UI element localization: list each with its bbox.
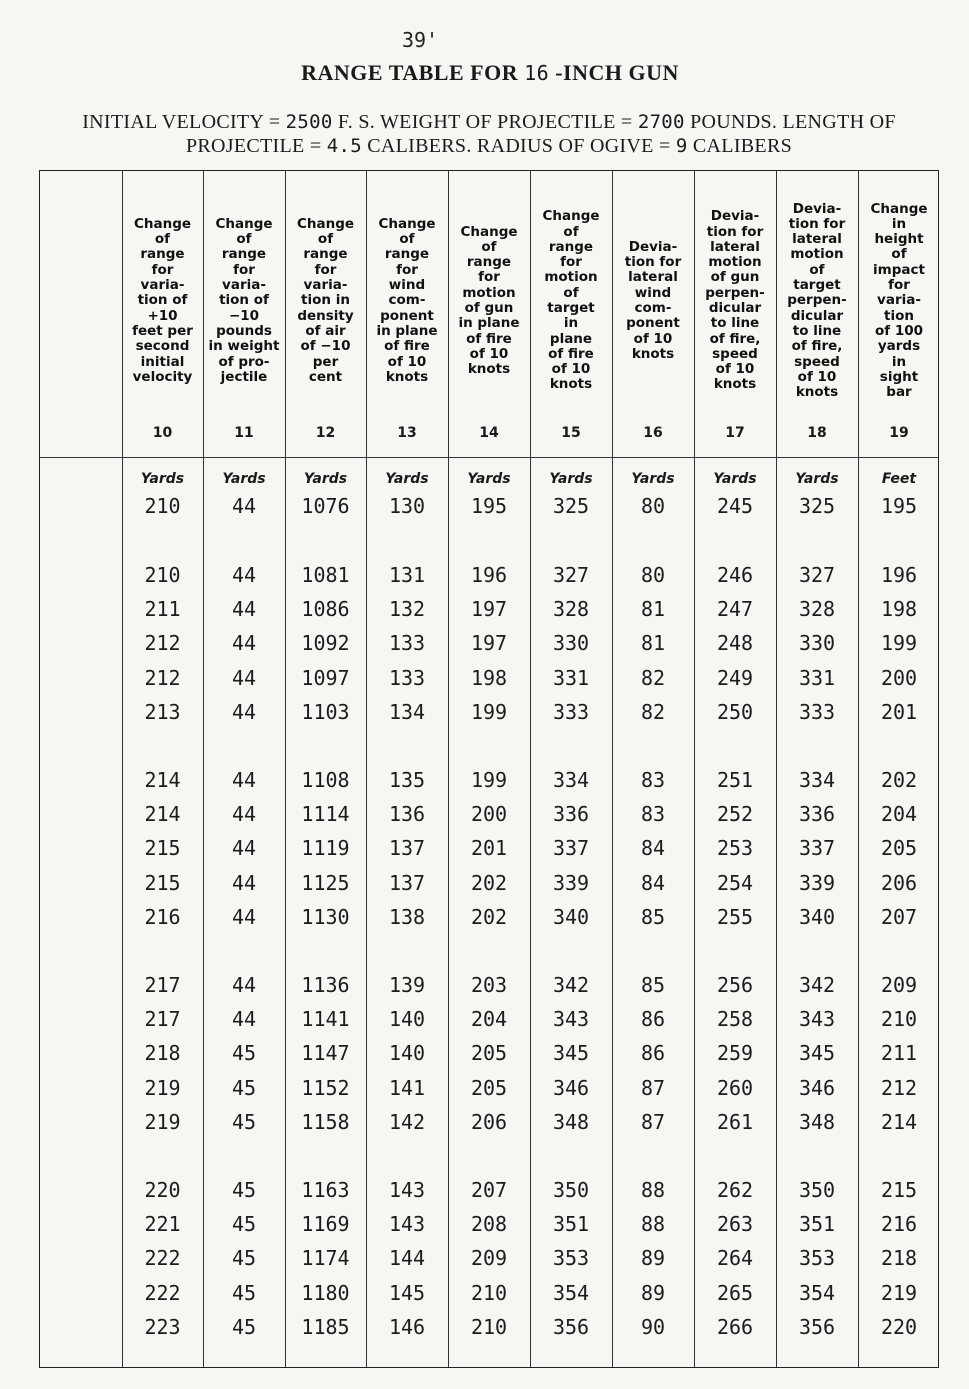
- table-cell: 88: [640, 1212, 666, 1237]
- table-cell: 215: [144, 870, 181, 895]
- table-row: [40, 902, 938, 932]
- subtitle-weight-label: F. S. WEIGHT OF PROJECTILE =: [337, 111, 633, 133]
- table-cell: 330: [798, 631, 836, 656]
- table-cell: 350: [552, 1178, 590, 1202]
- table-cell: 203: [470, 973, 508, 997]
- table-cell: 340: [552, 904, 590, 929]
- table-cell: 207: [470, 1178, 508, 1202]
- table-cell: 212: [880, 1075, 918, 1100]
- table-cell: 217: [144, 1007, 181, 1032]
- table-cell: 211: [880, 1041, 918, 1066]
- table-cell: 220: [144, 1178, 181, 1202]
- column-number: 19: [889, 425, 909, 441]
- table-cell: 333: [552, 699, 590, 724]
- table-cell: 260: [716, 1075, 754, 1100]
- table-cell: 82: [640, 665, 666, 690]
- table-cell: 252: [716, 802, 754, 827]
- table-cell: 44: [231, 802, 257, 827]
- table-cell: 44: [231, 904, 257, 929]
- table-cell: 1163: [301, 1178, 350, 1202]
- table-cell: 212: [144, 631, 181, 656]
- table-cell: 215: [144, 836, 181, 861]
- table-row: [40, 1073, 938, 1103]
- table-cell: 205: [880, 836, 918, 861]
- table-row: [40, 868, 938, 898]
- table-cell: 343: [552, 1007, 590, 1032]
- table-cell: 246: [716, 563, 754, 587]
- table-cell: 44: [231, 973, 257, 997]
- table-cell: 256: [716, 973, 754, 997]
- table-cell: 218: [880, 1246, 918, 1271]
- table-cell: 145: [388, 1280, 426, 1305]
- table-cell: 45: [231, 1109, 257, 1134]
- table-cell: 146: [388, 1314, 426, 1339]
- table-cell: 249: [716, 665, 754, 690]
- title-prefix: RANGE TABLE FOR: [301, 60, 519, 85]
- table-cell: 1108: [301, 768, 350, 792]
- table-cell: 218: [144, 1041, 181, 1066]
- table-cell: 1125: [301, 870, 350, 895]
- table-cell: 1097: [301, 665, 350, 690]
- table-cell: 255: [716, 904, 754, 929]
- table-cell: 216: [880, 1212, 918, 1237]
- column-unit: Yards: [222, 471, 266, 487]
- table-cell: 263: [716, 1212, 754, 1237]
- table-cell: 330: [552, 631, 590, 656]
- table-cell: 87: [640, 1075, 666, 1100]
- table-row: [40, 1004, 938, 1034]
- subtitle-velocity-label: INITIAL VELOCITY =: [82, 111, 281, 133]
- table-cell: 89: [640, 1246, 666, 1271]
- table-cell: 247: [716, 597, 754, 622]
- column-number: 10: [152, 425, 173, 441]
- table-cell: 214: [144, 768, 181, 792]
- table-cell: 342: [552, 973, 590, 997]
- table-cell: 195: [470, 494, 508, 518]
- column-number: 12: [315, 425, 336, 441]
- table-cell: 1158: [301, 1109, 350, 1134]
- page-number: 39': [401, 28, 439, 52]
- table-cell: 325: [798, 494, 836, 518]
- table-cell: 130: [388, 494, 426, 518]
- table-cell: 45: [231, 1212, 257, 1237]
- table-cell: 334: [552, 768, 590, 792]
- table-cell: 1185: [301, 1314, 350, 1339]
- table-cell: 196: [470, 563, 508, 587]
- table-row: [40, 628, 938, 658]
- table-cell: 84: [640, 836, 666, 861]
- table-cell: 45: [231, 1041, 257, 1066]
- table-cell: 133: [388, 631, 426, 656]
- table-cell: 44: [231, 836, 257, 861]
- table-cell: 345: [552, 1041, 590, 1066]
- table-cell: 210: [144, 494, 181, 518]
- table-cell: 44: [231, 768, 257, 792]
- table-cell: 222: [144, 1246, 181, 1271]
- table-cell: 265: [716, 1280, 754, 1305]
- table-cell: 210: [144, 563, 181, 587]
- column-heading: Devia- tion for lateral motion of target perpen- dicular to line of fire, speed of 10 knots: [787, 200, 847, 401]
- page-title: [0, 60, 969, 86]
- table-cell: 1152: [301, 1075, 350, 1100]
- table-cell: 261: [716, 1109, 754, 1134]
- column-unit: Yards: [140, 471, 185, 487]
- table-cell: 1174: [301, 1246, 350, 1271]
- column-unit: Yards: [549, 471, 593, 487]
- table-row: [40, 799, 938, 829]
- table-cell: 44: [231, 631, 257, 656]
- table-row: [40, 833, 938, 863]
- table-cell: 210: [470, 1280, 508, 1305]
- table-cell: 219: [144, 1075, 181, 1100]
- table-cell: 351: [798, 1212, 836, 1237]
- subtitle-ogive-value: 9: [675, 135, 688, 157]
- table-cell: 133: [388, 665, 426, 690]
- table-cell: 210: [880, 1007, 918, 1032]
- table-cell: 205: [470, 1075, 508, 1100]
- table-cell: 251: [716, 768, 754, 792]
- table-cell: 197: [470, 597, 508, 622]
- table-cell: 132: [388, 597, 426, 622]
- table-cell: 45: [231, 1178, 257, 1202]
- table-cell: 142: [388, 1109, 426, 1134]
- table-cell: 44: [231, 494, 257, 518]
- table-cell: 81: [640, 597, 666, 622]
- range-table: [39, 170, 939, 1368]
- table-cell: 1180: [301, 1280, 350, 1305]
- table-cell: 264: [716, 1246, 754, 1271]
- table-cell: 89: [640, 1280, 666, 1305]
- subtitle-velocity-value: 2500: [285, 111, 333, 133]
- table-cell: 353: [798, 1246, 836, 1271]
- table-cell: 345: [798, 1041, 836, 1066]
- table-cell: 1147: [301, 1041, 350, 1066]
- table-cell: 259: [716, 1041, 754, 1066]
- table-cell: 348: [798, 1109, 836, 1134]
- column-number: 11: [234, 425, 254, 441]
- table-cell: 1169: [301, 1212, 350, 1237]
- table-cell: 215: [880, 1178, 918, 1202]
- table-cell: 250: [716, 699, 754, 724]
- table-cell: 44: [231, 597, 257, 622]
- table-cell: 207: [880, 904, 918, 929]
- table-cell: 346: [798, 1075, 836, 1100]
- table-cell: 1130: [301, 904, 350, 929]
- table-cell: 86: [640, 1041, 666, 1066]
- column-unit: Yards: [303, 471, 348, 487]
- table-cell: 135: [388, 768, 426, 792]
- subtitle-line-2: [34, 134, 944, 158]
- table-cell: 81: [640, 631, 666, 656]
- table-cell: 208: [470, 1212, 508, 1237]
- table-cell: 198: [880, 597, 918, 622]
- table-cell: 342: [798, 973, 836, 997]
- table-cell: 87: [640, 1109, 666, 1134]
- column-number: 13: [397, 425, 417, 441]
- table-cell: 85: [640, 973, 666, 997]
- table-cell: 205: [470, 1041, 508, 1066]
- table-cell: 199: [880, 631, 918, 656]
- column-number: 17: [725, 425, 745, 441]
- table-cell: 343: [798, 1007, 836, 1032]
- table-cell: 334: [798, 768, 836, 792]
- table-cell: 139: [388, 973, 426, 997]
- table-cell: 353: [552, 1246, 590, 1271]
- table-cell: 219: [144, 1109, 181, 1134]
- table-cell: 354: [798, 1280, 836, 1305]
- header-divider: [40, 457, 938, 458]
- column-unit: Yards: [713, 471, 757, 487]
- table-row: [40, 594, 938, 624]
- table-row: [40, 560, 938, 590]
- table-cell: 45: [231, 1246, 257, 1271]
- table-row: [40, 970, 938, 1000]
- table-cell: 44: [231, 1007, 257, 1032]
- table-cell: 137: [388, 870, 426, 895]
- table-cell: 351: [552, 1212, 590, 1237]
- table-cell: 143: [388, 1178, 426, 1202]
- column-unit: Yards: [467, 471, 511, 487]
- table-cell: 219: [880, 1280, 918, 1305]
- table-row: [40, 1278, 938, 1308]
- table-cell: 202: [880, 768, 918, 792]
- table-cell: 200: [880, 665, 918, 690]
- table-cell: 331: [552, 665, 590, 690]
- table-cell: 1141: [301, 1007, 350, 1032]
- table-cell: 88: [640, 1178, 666, 1202]
- table-cell: 206: [880, 870, 918, 895]
- table-cell: 216: [144, 904, 181, 929]
- table-cell: 266: [716, 1314, 754, 1339]
- column-heading: Devia- tion for lateral wind com- ponent of 10 knots: [624, 238, 682, 362]
- column-unit: Yards: [385, 471, 429, 487]
- table-cell: 253: [716, 836, 754, 861]
- subtitle-length-label: POUNDS. LENGTH OF: [690, 111, 896, 133]
- table-cell: 1114: [301, 802, 350, 827]
- table-cell: 83: [640, 768, 666, 792]
- table-cell: 210: [470, 1314, 508, 1339]
- table-cell: 80: [640, 494, 666, 518]
- table-cell: 1103: [301, 699, 350, 724]
- table-cell: 328: [798, 597, 836, 622]
- column-heading: Change of range for varia- tion in density of air of −10 per cent: [296, 215, 355, 385]
- column-number: 14: [479, 425, 499, 441]
- table-cell: 258: [716, 1007, 754, 1032]
- table-cell: 1086: [301, 597, 350, 622]
- table-cell: 82: [640, 699, 666, 724]
- table-cell: 197: [470, 631, 508, 656]
- column-heading: Change of range for varia- tion of +10 feet per second initial velocity: [132, 215, 193, 385]
- table-cell: 328: [552, 597, 590, 622]
- column-unit: Yards: [795, 471, 839, 487]
- column-heading: Change in height of impact for varia- tion of 100 yards in sight bar: [870, 200, 928, 401]
- table-cell: 204: [470, 1007, 508, 1032]
- table-cell: 206: [470, 1109, 508, 1134]
- table-cell: 331: [798, 665, 836, 690]
- table-cell: 84: [640, 870, 666, 895]
- table-cell: 85: [640, 904, 666, 929]
- table-cell: 131: [388, 563, 426, 587]
- table-cell: 327: [552, 563, 590, 587]
- table-row: [40, 1175, 938, 1205]
- column-unit: Yards: [631, 471, 675, 487]
- table-cell: 327: [798, 563, 836, 587]
- table-cell: 144: [388, 1246, 426, 1271]
- table-cell: 138: [388, 904, 426, 929]
- table-cell: 336: [552, 802, 590, 827]
- table-cell: 44: [231, 563, 257, 587]
- table-cell: 214: [880, 1109, 918, 1134]
- table-cell: 1076: [301, 494, 350, 518]
- subtitle-weight-value: 2700: [637, 111, 685, 133]
- table-cell: 195: [880, 494, 918, 518]
- column-heading: Change of range for motion of target in plane of fire of 10 knots: [542, 208, 600, 393]
- column-heading: Change of range for wind com- ponent in plane of fire of 10 knots: [376, 215, 438, 385]
- table-cell: 222: [144, 1280, 181, 1305]
- table-cell: 199: [470, 699, 508, 724]
- table-cell: 44: [231, 699, 257, 724]
- table-row: [40, 663, 938, 693]
- table-cell: 340: [798, 904, 836, 929]
- subtitle-ogive-label: CALIBERS. RADIUS OF OGIVE =: [367, 135, 671, 157]
- table-cell: 339: [552, 870, 590, 895]
- table-cell: 140: [388, 1041, 426, 1066]
- table-cell: 204: [880, 802, 918, 827]
- table-cell: 337: [798, 836, 836, 861]
- column-heading: Change of range for varia- tion of −10 pounds in weight of pro- jectile: [208, 215, 280, 385]
- table-cell: 200: [470, 802, 508, 827]
- table-row: [40, 1243, 938, 1273]
- subtitle-length-value: 4.5: [326, 135, 362, 157]
- table-cell: 348: [552, 1109, 590, 1134]
- title-suffix: -INCH GUN: [555, 60, 679, 85]
- table-cell: 262: [716, 1178, 754, 1202]
- table-cell: 350: [798, 1178, 836, 1202]
- table-row: [40, 491, 938, 521]
- table-cell: 141: [388, 1075, 426, 1100]
- table-cell: 209: [470, 1246, 508, 1271]
- table-cell: 325: [552, 494, 590, 518]
- table-row: [40, 765, 938, 795]
- subtitle-calibers-label: CALIBERS: [692, 135, 793, 157]
- table-cell: 83: [640, 802, 666, 827]
- table-cell: 201: [880, 699, 918, 724]
- table-cell: 1136: [301, 973, 350, 997]
- table-row: [40, 1038, 938, 1068]
- table-cell: 45: [231, 1314, 257, 1339]
- column-heading: Devia- tion for lateral motion of gun perpen- dicular to line of fire, speed of 10 knots: [705, 208, 765, 393]
- column-number: 18: [807, 425, 827, 441]
- table-cell: 221: [144, 1212, 181, 1237]
- table-cell: 202: [470, 904, 508, 929]
- table-cell: 140: [388, 1007, 426, 1032]
- column-heading: Change of range for motion of gun in plane of fire of 10 knots: [458, 223, 520, 378]
- subtitle-projectile-label: PROJECTILE =: [185, 135, 322, 157]
- table-cell: 90: [640, 1314, 666, 1339]
- table-cell: 220: [880, 1314, 918, 1339]
- table-cell: 196: [880, 563, 918, 587]
- table-subtitle: [34, 110, 944, 158]
- table-row: [40, 697, 938, 727]
- table-cell: 143: [388, 1212, 426, 1237]
- table-cell: 44: [231, 665, 257, 690]
- table-cell: 336: [798, 802, 836, 827]
- table-cell: 245: [716, 494, 754, 518]
- table-cell: 201: [470, 836, 508, 861]
- table-cell: 217: [144, 973, 181, 997]
- table-cell: 86: [640, 1007, 666, 1032]
- table-cell: 80: [640, 563, 666, 587]
- table-cell: 339: [798, 870, 836, 895]
- table-cell: 1092: [301, 631, 350, 656]
- table-cell: 202: [470, 870, 508, 895]
- table-cell: 44: [231, 870, 257, 895]
- column-number: 15: [561, 425, 581, 441]
- table-cell: 45: [231, 1075, 257, 1100]
- table-cell: 213: [144, 699, 181, 724]
- table-cell: 198: [470, 665, 508, 690]
- table-cell: 212: [144, 665, 181, 690]
- table-cell: 223: [144, 1314, 181, 1339]
- title-gun-size: 16: [524, 61, 550, 85]
- table-cell: 209: [880, 973, 918, 997]
- table-cell: 214: [144, 802, 181, 827]
- table-cell: 354: [552, 1280, 590, 1305]
- table-row: [40, 1312, 938, 1342]
- subtitle-line-1: [34, 110, 944, 134]
- table-cell: 248: [716, 631, 754, 656]
- table-cell: 356: [552, 1314, 590, 1339]
- table-cell: 134: [388, 699, 426, 724]
- table-cell: 45: [231, 1280, 257, 1305]
- table-cell: 1081: [301, 563, 350, 587]
- table-cell: 254: [716, 870, 754, 895]
- table-row: [40, 1209, 938, 1239]
- table-cell: 1119: [301, 836, 350, 861]
- column-unit: Feet: [881, 471, 917, 487]
- table-cell: 211: [144, 597, 181, 622]
- table-cell: 333: [798, 699, 836, 724]
- table-row: [40, 1107, 938, 1137]
- table-cell: 337: [552, 836, 590, 861]
- table-cell: 199: [470, 768, 508, 792]
- column-number: 16: [643, 425, 663, 441]
- table-cell: 137: [388, 836, 426, 861]
- table-cell: 136: [388, 802, 426, 827]
- table-cell: 356: [798, 1314, 836, 1339]
- table-cell: 346: [552, 1075, 590, 1100]
